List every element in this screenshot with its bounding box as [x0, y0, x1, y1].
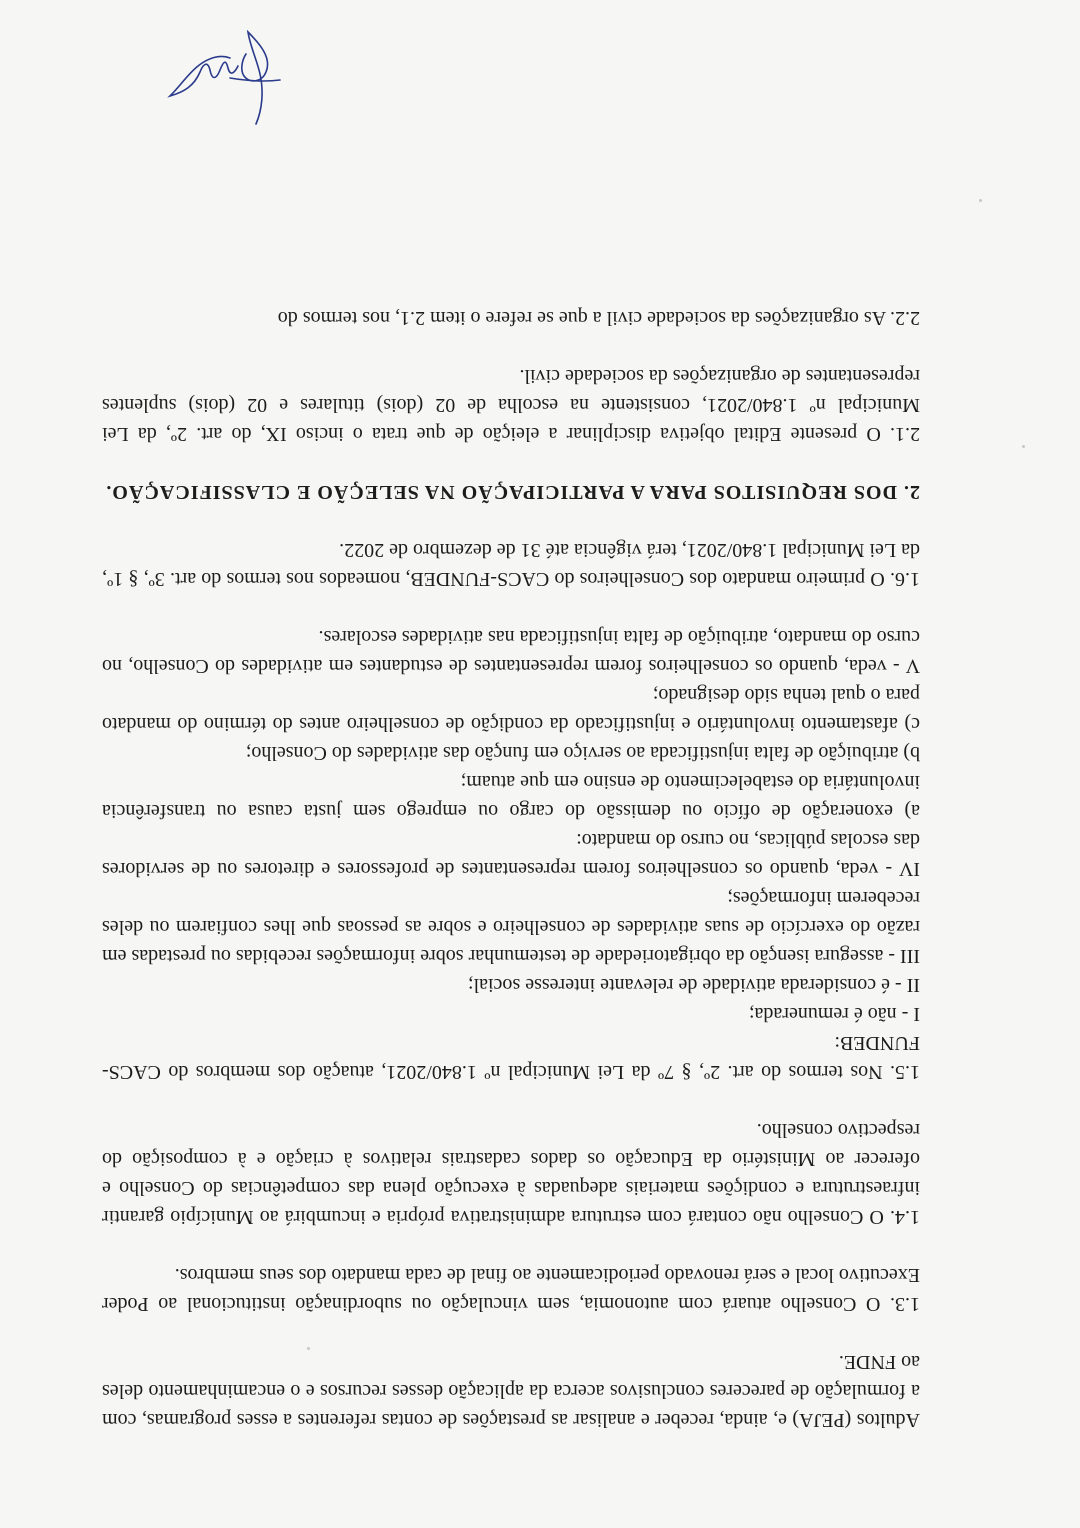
list-item-b: b) atribuição de falta injustificada ao serviço em função das atividades do Conselho; — [245, 742, 920, 764]
scan-speck — [1022, 445, 1025, 448]
list-item-i: I - não é remunerada; — [748, 1003, 920, 1025]
paragraph-1-4: 1.4. O Conselho não contará com estrutura administrativa própria e incumbirá ao Município garantir infraestrutura e condições materiais adequadas à execução plena das competências do Conselho e oferecer ao Ministério da Educação os dados cadastrais relativos à criação e à composição do respectivo conselho. — [102, 1119, 920, 1228]
paragraph-1-3: 1.3. O Conselho atuará com autonomia, sem vinculação ou subordinação institucional ao Poder Executivo local e será renovado periodicamente ao final de cada mandato dos seus membros. — [102, 1264, 920, 1315]
document-body — [102, 303, 920, 1434]
list-item-a: a) exoneração de ofício ou demissão do cargo ou emprego sem justa causa ou transferência involuntária do estabelecimento de ensino em que atuam; — [102, 771, 920, 822]
paragraph-1-3-continuation: Adultos (PEJA) e, ainda, receber e analisar as prestações de contas referentes a esses programas, com a formulação de pareceres conclusivos acerca da aplicação desses recursos e o encaminhamento deles ao FNDE. — [102, 1351, 920, 1431]
list-item-v: V - veda, quando os conselheiros forem representantes de estudantes em atividades do Conselho, no curso do mandato, atribuição de falta injustificada nas atividades escolares. — [102, 626, 920, 677]
list-item-iv: IV - veda, quando os conselheiros forem representantes de professores e diretores ou de servidores das escolas públicas, no curso do mandato: — [102, 829, 920, 880]
paragraph-2-2: 2.2. As organizações da sociedade civil a que se refere o item 2.1, nos termos do — [277, 307, 920, 329]
scan-speck — [979, 199, 982, 202]
paragraph-1-5: 1.5. Nos termos do art. 2º, § 7º da Lei Municipal nº 1.840/2021, atuação dos membros do CACS-FUNDEB: — [102, 1032, 920, 1083]
section-heading-2: 2. DOS REQUISITOS PARA A PARTICIPAÇÃO NA SELEÇÃO E CLASSIFICAÇÃO. — [105, 481, 920, 503]
paragraph-1-6: 1.6. O primeiro mandato dos Conselheiros do CACS-FUNDEB, nomeados nos termos do art. 3º, § 1º, da Lei Municipal 1.840/2021, terá vigência até 31 de dezembro de 2022. — [102, 539, 920, 590]
list-item-iii: III - assegura isenção da obrigatoriedade de testemunhar sobre informações recebidas ou prestadas em razão do exercício de suas atividades de conselheiro e sobre as pessoas que lhes confiarem ou deles receberem informações; — [102, 887, 920, 967]
signature-icon — [140, 22, 320, 132]
list-item-ii: II - é considerada atividade de relevante interesse social; — [467, 974, 920, 996]
list-item-c: c) afastamento involuntário e injustificado da condição de conselheiro antes do término do mandato para o qual tenha sido designado; — [102, 684, 920, 735]
paragraph-2-1: 2.1. O presente Edital objetiva disciplinar a eleição de que trata o inciso IX, do art. 2º, da Lei Municipal nº 1.840/2021, consistente na escolha de 02 (dois) titulares e 02 (dois) suplentes representantes de organizações da sociedade civil. — [102, 365, 920, 445]
